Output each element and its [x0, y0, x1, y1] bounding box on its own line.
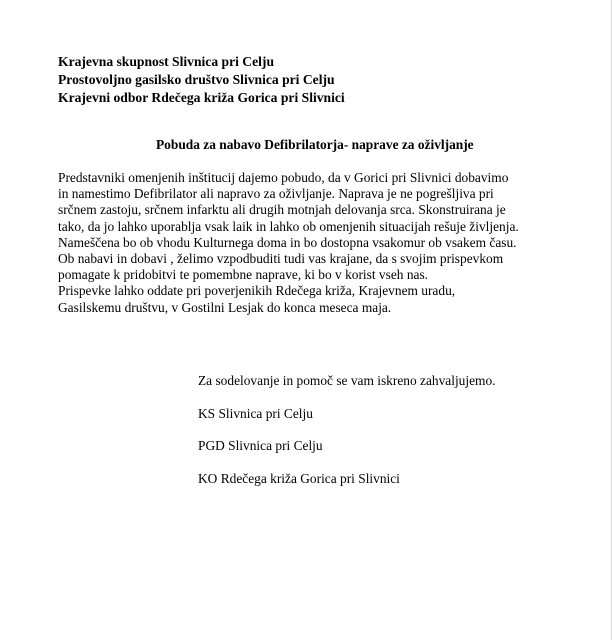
signature-ks: KS Slivnica pri Celju: [198, 405, 313, 421]
body-paragraph: [58, 170, 519, 316]
header-line-ks: Krajevna skupnost Slivnica pri Celju: [58, 54, 275, 69]
body-line: Ob nabavi in dobavi , želimo vzpodbuditi tudi vas krajane, da s svojim prispevkom: [58, 251, 504, 267]
body-line: Predstavniki omenjenih inštitucij dajemo pobudo, da v Gorici pri Slivnici dobavimo: [58, 170, 509, 185]
body-line: in namestimo Defibrilator ali napravo za oživljanje. Naprava je ne pogrešljiva pri: [58, 186, 494, 202]
document-title: Pobuda za nabavo Defibrilatorja- naprave za oživljanje: [156, 137, 474, 152]
body-line: Prispevke lahko oddate pri poverjenikih Rdečega križa, Krajevnem uradu,: [58, 283, 456, 299]
header-line-pgd: Prostovoljno gasilsko društvo Slivnica pri Celju: [58, 72, 335, 87]
body-line: srčnem zastoju, srčnem infarktu ali drugih motnjah delovanja srca. Skonstruirana je: [58, 202, 506, 218]
closing-block: [198, 372, 495, 502]
body-line: Gasilskemu društvu, v Gostilni Lesjak do konca meseca maja.: [58, 299, 392, 315]
body-line: tako, da jo lahko uporablja vsak laik in lahko ob omenjenih situacijah rešuje življenja.: [58, 218, 519, 234]
body-line: Nameščena bo ob vhodu Kulturnega doma in bo dostopna vsakomur ob vsakem času.: [58, 234, 517, 250]
body-line: pomagate k pridobitvi te pomembne naprave, ki bo v korist vseh nas.: [58, 267, 429, 283]
signature-pgd: PGD Slivnica pri Celju: [198, 438, 323, 453]
signature-ko: KO Rdečega križa Gorica pri Slivnici: [198, 470, 400, 486]
organization-header: [58, 53, 345, 107]
header-line-ko: Krajevni odbor Rdečega križa Gorica pri Slivnici: [58, 90, 345, 105]
thanks-line: Za sodelovanje in pomoč se vam iskreno zahvaljujemo.: [198, 373, 496, 388]
